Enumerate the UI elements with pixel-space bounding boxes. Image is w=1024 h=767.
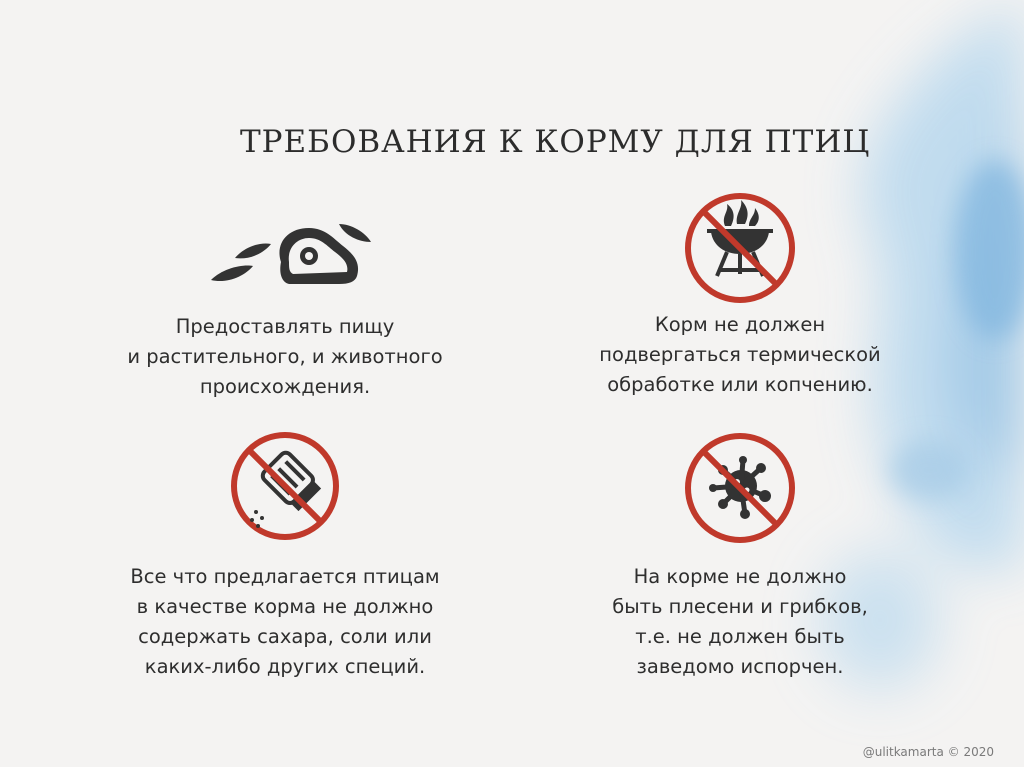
meat-and-seeds-icon [205,210,385,300]
card-text: Все что предлагается птицам в качестве корма не должно содержать сахара, соли или каких-либо других специй. [130,565,440,678]
no-salt-shaker-icon [210,430,360,542]
card-text: Корм не должен подвергаться термической обработке или копчению. [599,313,881,396]
no-grill-icon [665,192,815,304]
page-title: ТРЕБОВАНИЯ К КОРМУ ДЛЯ ПТИЦ [240,124,871,160]
no-mold-icon [665,432,815,544]
card-text: Предоставлять пищу и растительного, и животного происхождения. [127,315,443,398]
copyright-credit: @ulitkamarta © 2020 [862,745,994,759]
card-text: На корме не должно быть плесени и грибков, т.е. не должен быть заведомо испорчен. [612,565,868,678]
